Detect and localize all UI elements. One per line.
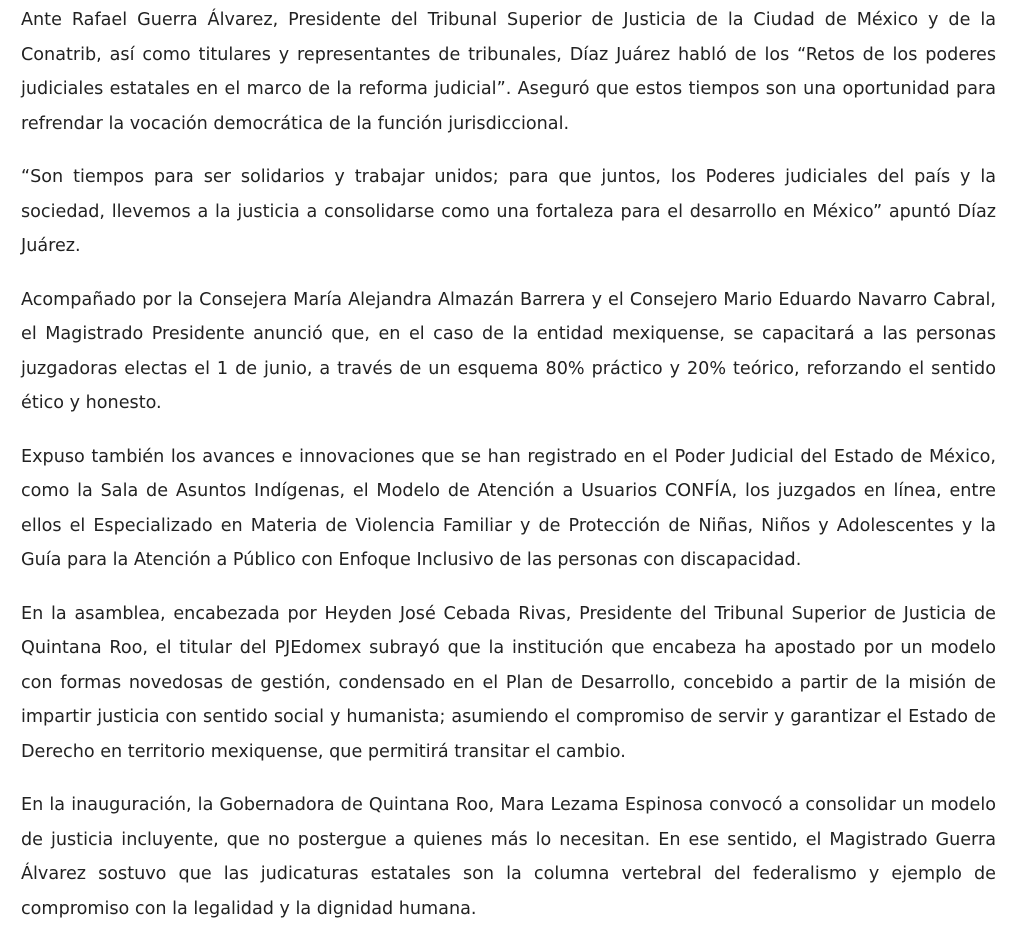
article-paragraph: Ante Rafael Guerra Álvarez, Presidente del Tribunal Superior de Justicia de la Ciudad de México y de la Conatrib, así como titulares y representantes de tribunales, Díaz Juárez habló de los “Retos de los poderes judiciales estatales en el marco de la reforma judicial”. Aseguró que estos tiempos son una oportunidad para refrendar la vocación democrática de la función jurisdiccional. [21, 10, 996, 134]
article-paragraph: En la inauguración, la Gobernadora de Quintana Roo, Mara Lezama Espinosa convocó a consolidar un modelo de justicia incluyente, que no postergue a quienes más lo necesitan. En ese sentido, el Magistrado Guerra Álvarez sostuvo que las judicaturas estatales son la columna vertebral del federalismo y ejemplo de compromiso con la legalidad y la dignidad humana. [21, 795, 996, 919]
article-paragraph: Acompañado por la Consejera María Alejandra Almazán Barrera y el Consejero Mario Eduardo Navarro Cabral, el Magistrado Presidente anunció que, en el caso de la entidad mexiquense, se capacitará a las personas juzgadoras electas el 1 de junio, a través de un esquema 80% práctico y 20% teórico, reforzando el sentido ético y honesto. [21, 289, 996, 413]
article-paragraph: Expuso también los avances e innovaciones que se han registrado en el Poder Judicial del Estado de México, como la Sala de Asuntos Indígenas, el Modelo de Atención a Usuarios CONFÍA, los juzgados en línea, entre ellos el Especializado en Materia de Violencia Familiar y de Protección de Niñas, Niños y Adolescentes y la Guía para la Atención a Público con Enfoque Inclusivo de las personas con discapacidad. [21, 446, 996, 570]
article-paragraph: En la asamblea, encabezada por Heyden José Cebada Rivas, Presidente del Tribunal Superior de Justicia de Quintana Roo, el titular del PJEdomex subrayó que la institución que encabeza ha apostado por un modelo con formas novedosas de gestión, condensado en el Plan de Desarrollo, concebido a partir de la misión de impartir justicia con sentido social y humanista; asumiendo el compromiso de servir y garantizar el Estado de Derecho en territorio mexiquense, que permitirá transitar el cambio. [21, 603, 996, 762]
article-paragraph: “Son tiempos para ser solidarios y trabajar unidos; para que juntos, los Poderes judiciales del país y la sociedad, llevemos a la justicia a consolidarse como una fortaleza para el desarrollo en México” apuntó Díaz Juárez. [21, 167, 996, 256]
